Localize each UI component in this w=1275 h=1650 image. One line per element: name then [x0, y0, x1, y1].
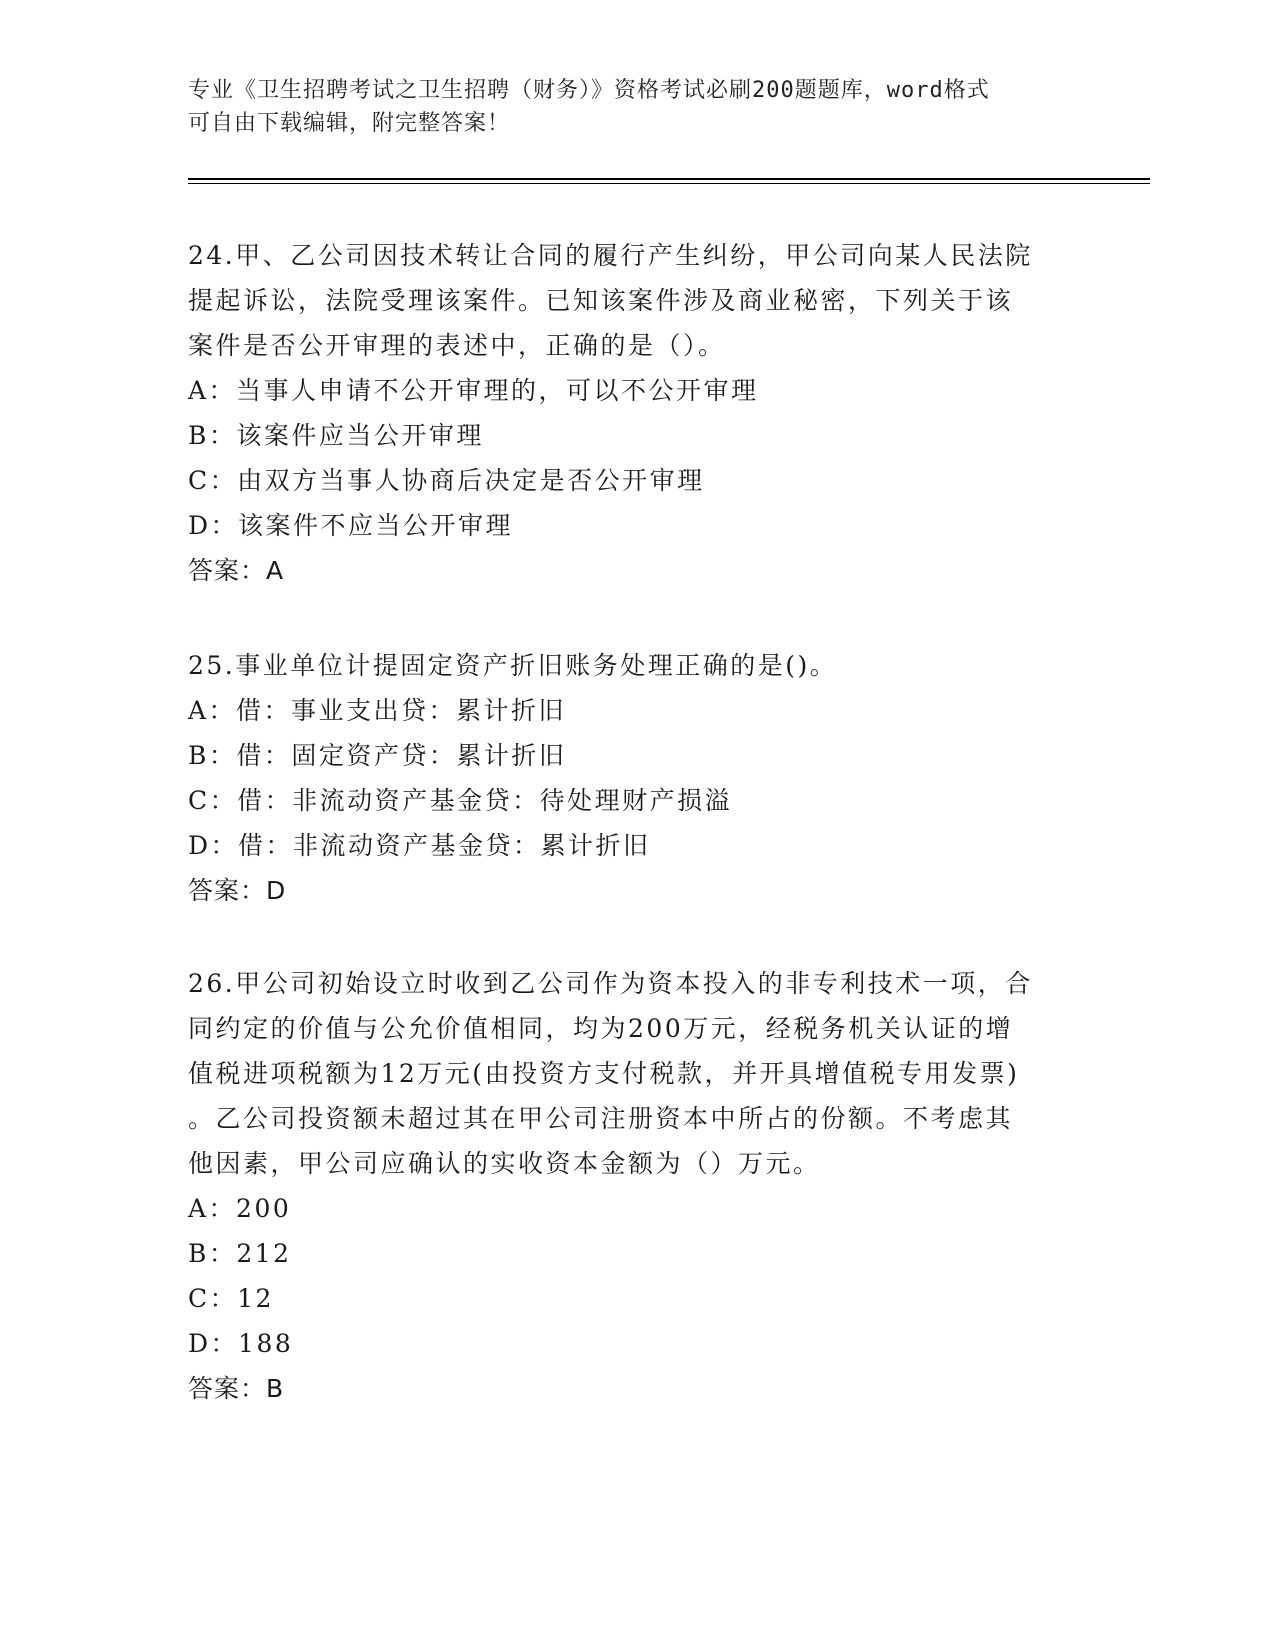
question-text: 24.甲、乙公司因技术转让合同的履行产生纠纷，甲公司向某人民法院 — [188, 241, 1033, 270]
question-text: 值税进项税额为12万元(由投资方支付税款，并开具增值税专用发票) — [188, 1059, 1020, 1088]
question-text: 提起诉讼，法院受理该案件。已知该案件涉及商业秘密，下列关于该 — [188, 286, 1014, 315]
option-d: D：该案件不应当公开审理 — [188, 511, 514, 540]
option-b: B：该案件应当公开审理 — [188, 421, 484, 450]
header-line: 专业《卫生招聘考试之卫生招聘（财务）》资格考试必刷200题题库，word格式 — [188, 78, 990, 103]
question-26 — [188, 961, 1088, 1411]
option-b: B：借：固定资产贷：累计折旧 — [188, 741, 567, 770]
option-c: C：由双方当事人协商后决定是否公开审理 — [188, 466, 705, 495]
question-text: 他因素，甲公司应确认的实收资本金额为（）万元。 — [188, 1149, 821, 1178]
option-c: C：借：非流动资产基金贷：待处理财产损溢 — [188, 786, 733, 815]
answer: 答案：B — [188, 1374, 285, 1403]
header-divider — [188, 178, 1150, 180]
header-divider-thin — [188, 183, 1150, 184]
header-line: 可自由下载编辑，附完整答案！ — [188, 111, 511, 136]
option-d: D：188 — [188, 1329, 294, 1358]
option-a: A：当事人申请不公开审理的，可以不公开审理 — [188, 376, 759, 405]
question-text: 26.甲公司初始设立时收到乙公司作为资本投入的非专利技术一项，合 — [188, 969, 1033, 998]
question-text: 同约定的价值与公允价值相同，均为200万元，经税务机关认证的增 — [188, 1014, 1014, 1043]
question-text: 。乙公司投资额未超过其在甲公司注册资本中所占的份额。不考虑其 — [188, 1104, 1014, 1133]
question-text: 案件是否公开审理的表述中，正确的是（）。 — [188, 331, 726, 360]
option-b: B：212 — [188, 1239, 292, 1268]
option-d: D：借：非流动资产基金贷：累计折旧 — [188, 831, 651, 860]
question-24 — [188, 233, 1088, 593]
question-text: 25.事业单位计提固定资产折旧账务处理正确的是()。 — [188, 651, 838, 680]
option-a: A：200 — [188, 1194, 292, 1223]
answer: 答案：D — [188, 876, 287, 905]
option-c: C：12 — [188, 1284, 274, 1313]
document-header — [188, 74, 1068, 140]
answer: 答案：A — [188, 556, 285, 585]
option-a: A：借：事业支出贷：累计折旧 — [188, 696, 567, 725]
question-25 — [188, 643, 1088, 913]
